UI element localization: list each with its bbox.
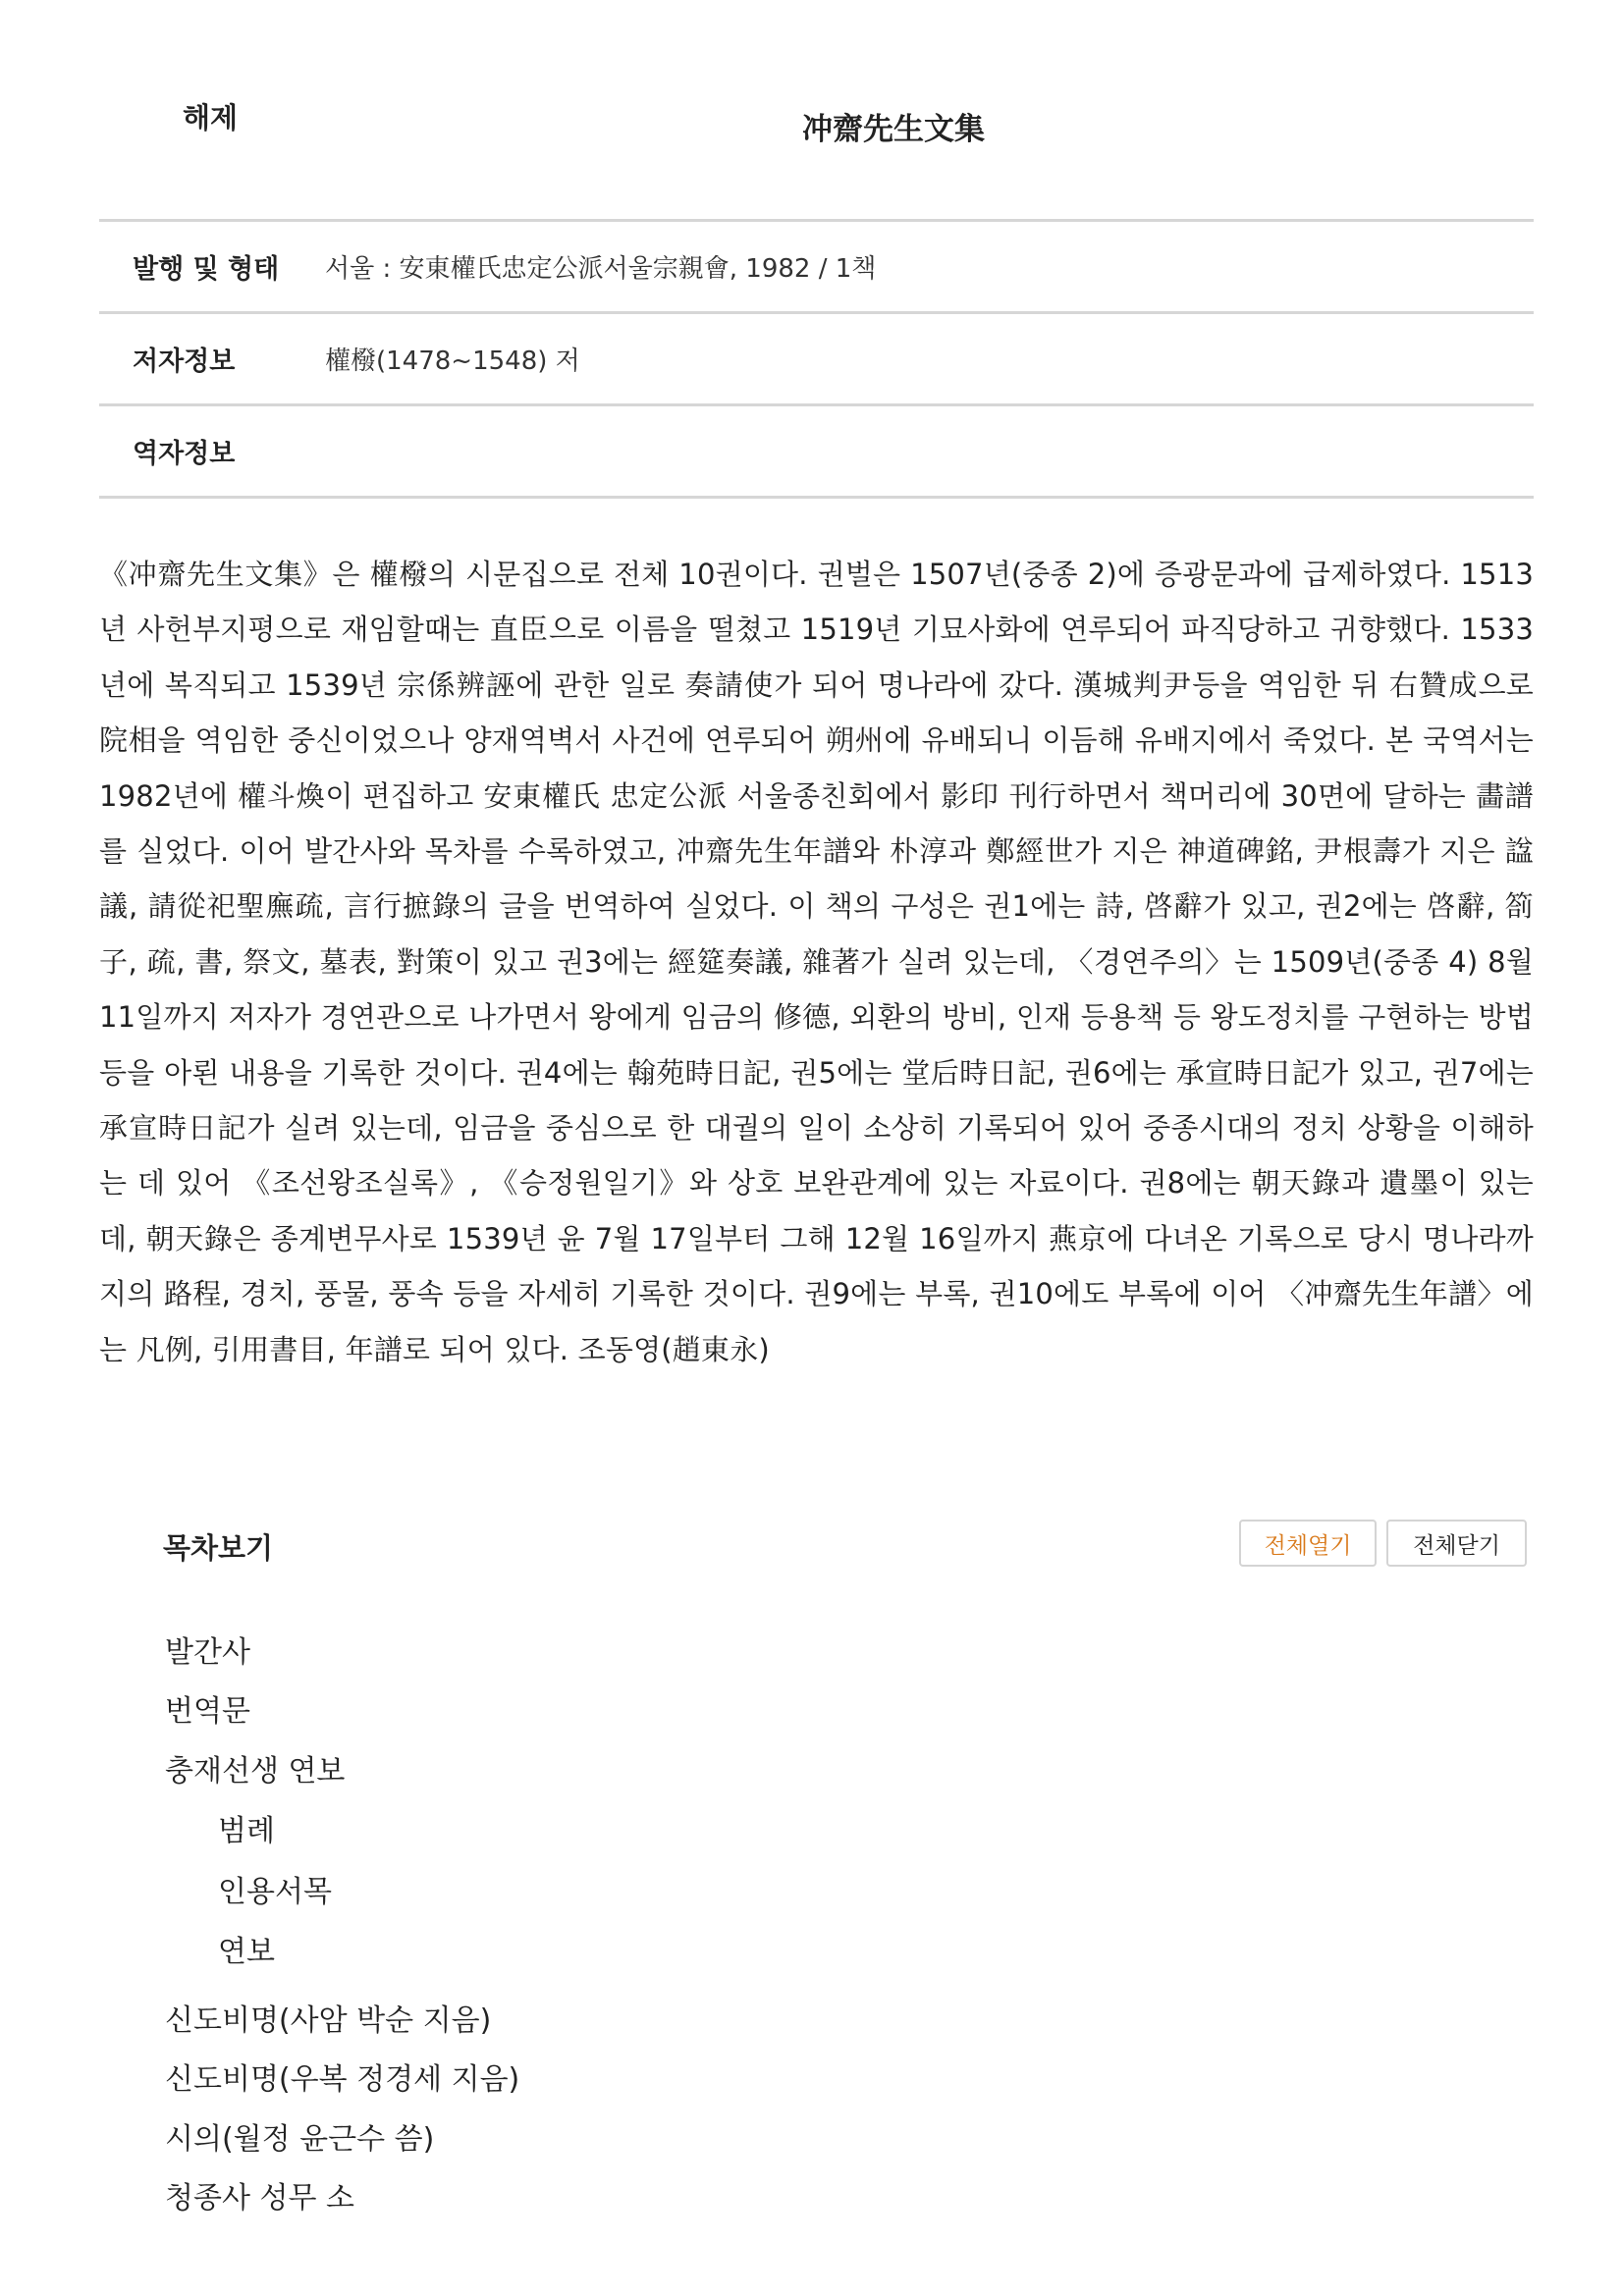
toc-item-posthumous-title[interactable]: 시의(월정 윤근수 씀) [165, 2122, 435, 2157]
toc-item-publication-preface[interactable]: 발간사 [165, 1635, 250, 1670]
meta-value: 權橃(1478~1548) 저 [325, 347, 580, 376]
metadata-table [99, 219, 1534, 499]
toc-item-translation[interactable]: 번역문 [165, 1694, 250, 1729]
collapse-all-button[interactable]: 전체닫기 [1386, 1520, 1527, 1567]
toc-item-epitaph-jeong[interactable]: 신도비명(우복 정경세 지음) [165, 2062, 520, 2097]
meta-key: 저자정보 [133, 347, 236, 377]
meta-row-publication [99, 222, 1534, 314]
meta-key: 발행 및 형태 [133, 254, 280, 285]
toc-item-chronology-main[interactable]: 연보 [218, 1935, 275, 1969]
meta-row-author [99, 314, 1534, 406]
page-title: 冲齋先生文集 [802, 112, 985, 147]
page-label: 해제 [183, 101, 239, 134]
toc-item-explanatory-notes[interactable]: 범례 [218, 1814, 275, 1848]
toc-item-petition[interactable]: 청종사 성무 소 [165, 2181, 354, 2216]
meta-value: 서울 : 安東權氏忠定公派서울宗親會, 1982 / 1책 [325, 254, 877, 284]
expand-all-button[interactable]: 전체열기 [1239, 1520, 1377, 1567]
meta-key: 역자정보 [133, 439, 236, 469]
toc-heading: 목차보기 [163, 1531, 274, 1565]
toc-item-epitaph-park[interactable]: 신도비명(사암 박순 지음) [165, 2003, 492, 2038]
toc-item-cited-works[interactable]: 인용서목 [218, 1875, 332, 1909]
meta-row-translator [99, 406, 1534, 499]
toc-item-chronology[interactable]: 충재선생 연보 [165, 1754, 346, 1789]
abstract-text: 《冲齋先生文集》은 權橃의 시문집으로 전체 10권이다. 권벌은 1507년(중종 2)에 증광문과에 급제하였다. 1513년 사헌부지평으로 재임할때는 直臣으로 이름을 떨쳤고 1519년 기묘사화에 연루되어 파직당하고 귀향했다. 1533년에 복직되고 1539년 宗係辨誣에 관한 일로 奏請使가 되어 명나라에 갔다. 漢城判尹등을 역임한 뒤 右贊成으로 院相을 역임한 중신이었으나 양재역벽서 사건에 연루되어 朔州에 유배되니 이듬해 유배지에서 죽었다. 본 국역서는 1982년에 權斗煥이 편집하고 安東權氏 忠定公派 서울종친회에서 影印 刊行하면서 책머리에 30면에 달하는 畵譜를 실었다. 이어 발간사와 목차를 수록하였고, 冲齋先生年譜와 朴淳과 鄭經世가 지은 神道碑銘, 尹根壽가 지은 諡議, 請從祀聖廡疏, 言行摭錄의 글을 번역하여 실었다. 이 책의 구성은 권1에는 詩, 啓辭가 있고, 권2에는 啓辭, 箚子, 疏, 書, 祭文, 墓表, 對策이 있고 권3에는 經筵奏議, 雜著가 실려 있는데, 〈경연주의〉는 1509년(중종 4) 8월11일까지 저자가 경연관으로 나가면서 왕에게 임금의 修德, 외환의 방비, 인재 등용책 등 왕도정치를 구현하는 방법 등을 아뢴 내용을 기록한 것이다. 권4에는 翰苑時日記, 권5에는 堂后時日記, 권6에는 承宣時日記가 있고, 권7에는 承宣時日記가 실려 있는데, 임금을 중심으로 한 대궐의 일이 소상히 기록되어 있어 중종시대의 정치 상황을 이해하는 데 있어 《조선왕조실록》, 《승정원일기》와 상호 보완관계에 있는 자료이다. 권8에는 朝天錄과 遺墨이 있는데, 朝天錄은 종계변무사로 1539년 윤 7월 17일부터 그해 12월 16일까지 燕京에 다녀온 기록으로 당시 명나라까지의 路程, 경치, 풍물, 풍속 등을 자세히 기록한 것이다. 권9에는 부록, 권10에도 부록에 이어 〈冲齋先生年譜〉에는 凡例, 引用書目, 年譜로 되어 있다. 조동영(趙東永) [99, 558, 1534, 1366]
